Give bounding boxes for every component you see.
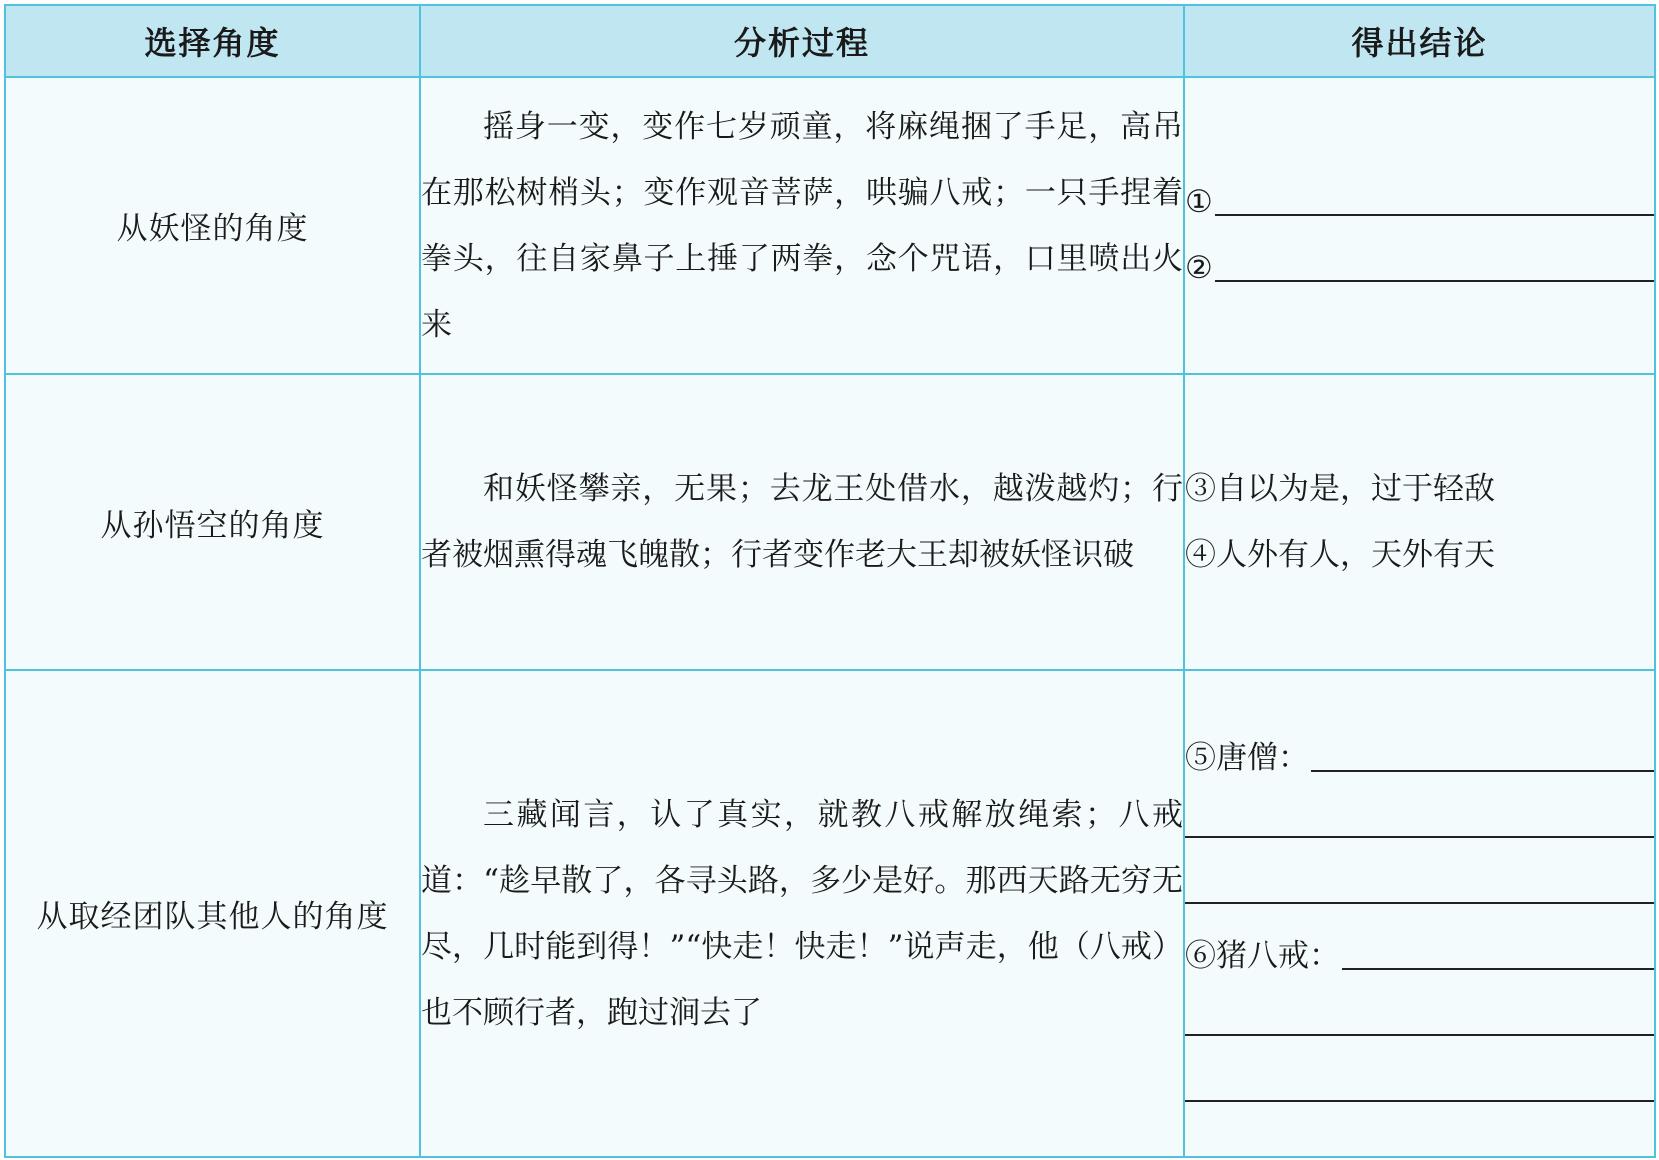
answer-blank[interactable] xyxy=(1185,1034,1654,1036)
answer-line xyxy=(1185,160,1654,226)
analysis-cell xyxy=(420,374,1184,670)
analysis-cell xyxy=(420,670,1184,1157)
answer-blank[interactable] xyxy=(1342,968,1654,970)
conclusion-text: ③自以为是，过于轻敌 xyxy=(1185,471,1495,507)
conclusion-cell xyxy=(1184,670,1655,1157)
answer-blank[interactable] xyxy=(1185,836,1654,838)
answer-line xyxy=(1185,226,1654,292)
answer-blank[interactable] xyxy=(1185,902,1654,904)
table-header-row xyxy=(5,5,1655,77)
answer-number: ① xyxy=(1185,183,1213,220)
answer-blank[interactable] xyxy=(1215,280,1654,282)
answer-line xyxy=(1185,980,1654,1046)
answer-line xyxy=(1185,782,1654,848)
header-analysis-process: 分析过程 xyxy=(420,5,1184,77)
angle-cell: 从取经团队其他人的角度 xyxy=(5,670,420,1157)
table-row xyxy=(5,670,1655,1157)
conclusion-cell xyxy=(1184,374,1655,670)
answer-line xyxy=(1185,848,1654,914)
answer-blank[interactable] xyxy=(1311,770,1654,772)
answer-line xyxy=(1185,914,1654,980)
angle-cell: 从孙悟空的角度 xyxy=(5,374,420,670)
answer-line xyxy=(1185,1046,1654,1112)
conclusion-text: ④人外有人，天外有天 xyxy=(1185,537,1495,573)
header-conclusion: 得出结论 xyxy=(1184,5,1655,77)
analysis-cell xyxy=(420,77,1184,374)
answer-blank[interactable] xyxy=(1215,214,1654,216)
analysis-text: 三藏闻言，认了真实，就教八戒解放绳索；八戒道：“趁早散了，各寻头路，多少是好。那西天路无穷无尽，几时能到得！”“快走！快走！”说声走，他（八戒）也不顾行者，跑过涧去了 xyxy=(421,796,1183,1031)
answer-number: ⑥猪八戒： xyxy=(1185,937,1340,974)
answer-line xyxy=(1185,716,1654,782)
header-choose-angle: 选择角度 xyxy=(5,5,420,77)
table-row xyxy=(5,77,1655,374)
analysis-text: 摇身一变，变作七岁顽童，将麻绳捆了手足，高吊在那松树梢头；变作观音菩萨，哄骗八戒；一只手捏着拳头，往自家鼻子上捶了两拳，念个咒语，口里喷出火来 xyxy=(421,108,1183,343)
analysis-table xyxy=(4,4,1656,1158)
angle-cell: 从妖怪的角度 xyxy=(5,77,420,374)
table-row xyxy=(5,374,1655,670)
answer-blank[interactable] xyxy=(1185,1100,1654,1102)
conclusion-cell xyxy=(1184,77,1655,374)
answer-number: ② xyxy=(1185,249,1213,286)
answer-number: ⑤唐僧： xyxy=(1185,739,1309,776)
analysis-text: 和妖怪攀亲，无果；去龙王处借水，越泼越灼；行者被烟熏得魂飞魄散；行者变作老大王却被妖怪识破 xyxy=(421,471,1183,573)
